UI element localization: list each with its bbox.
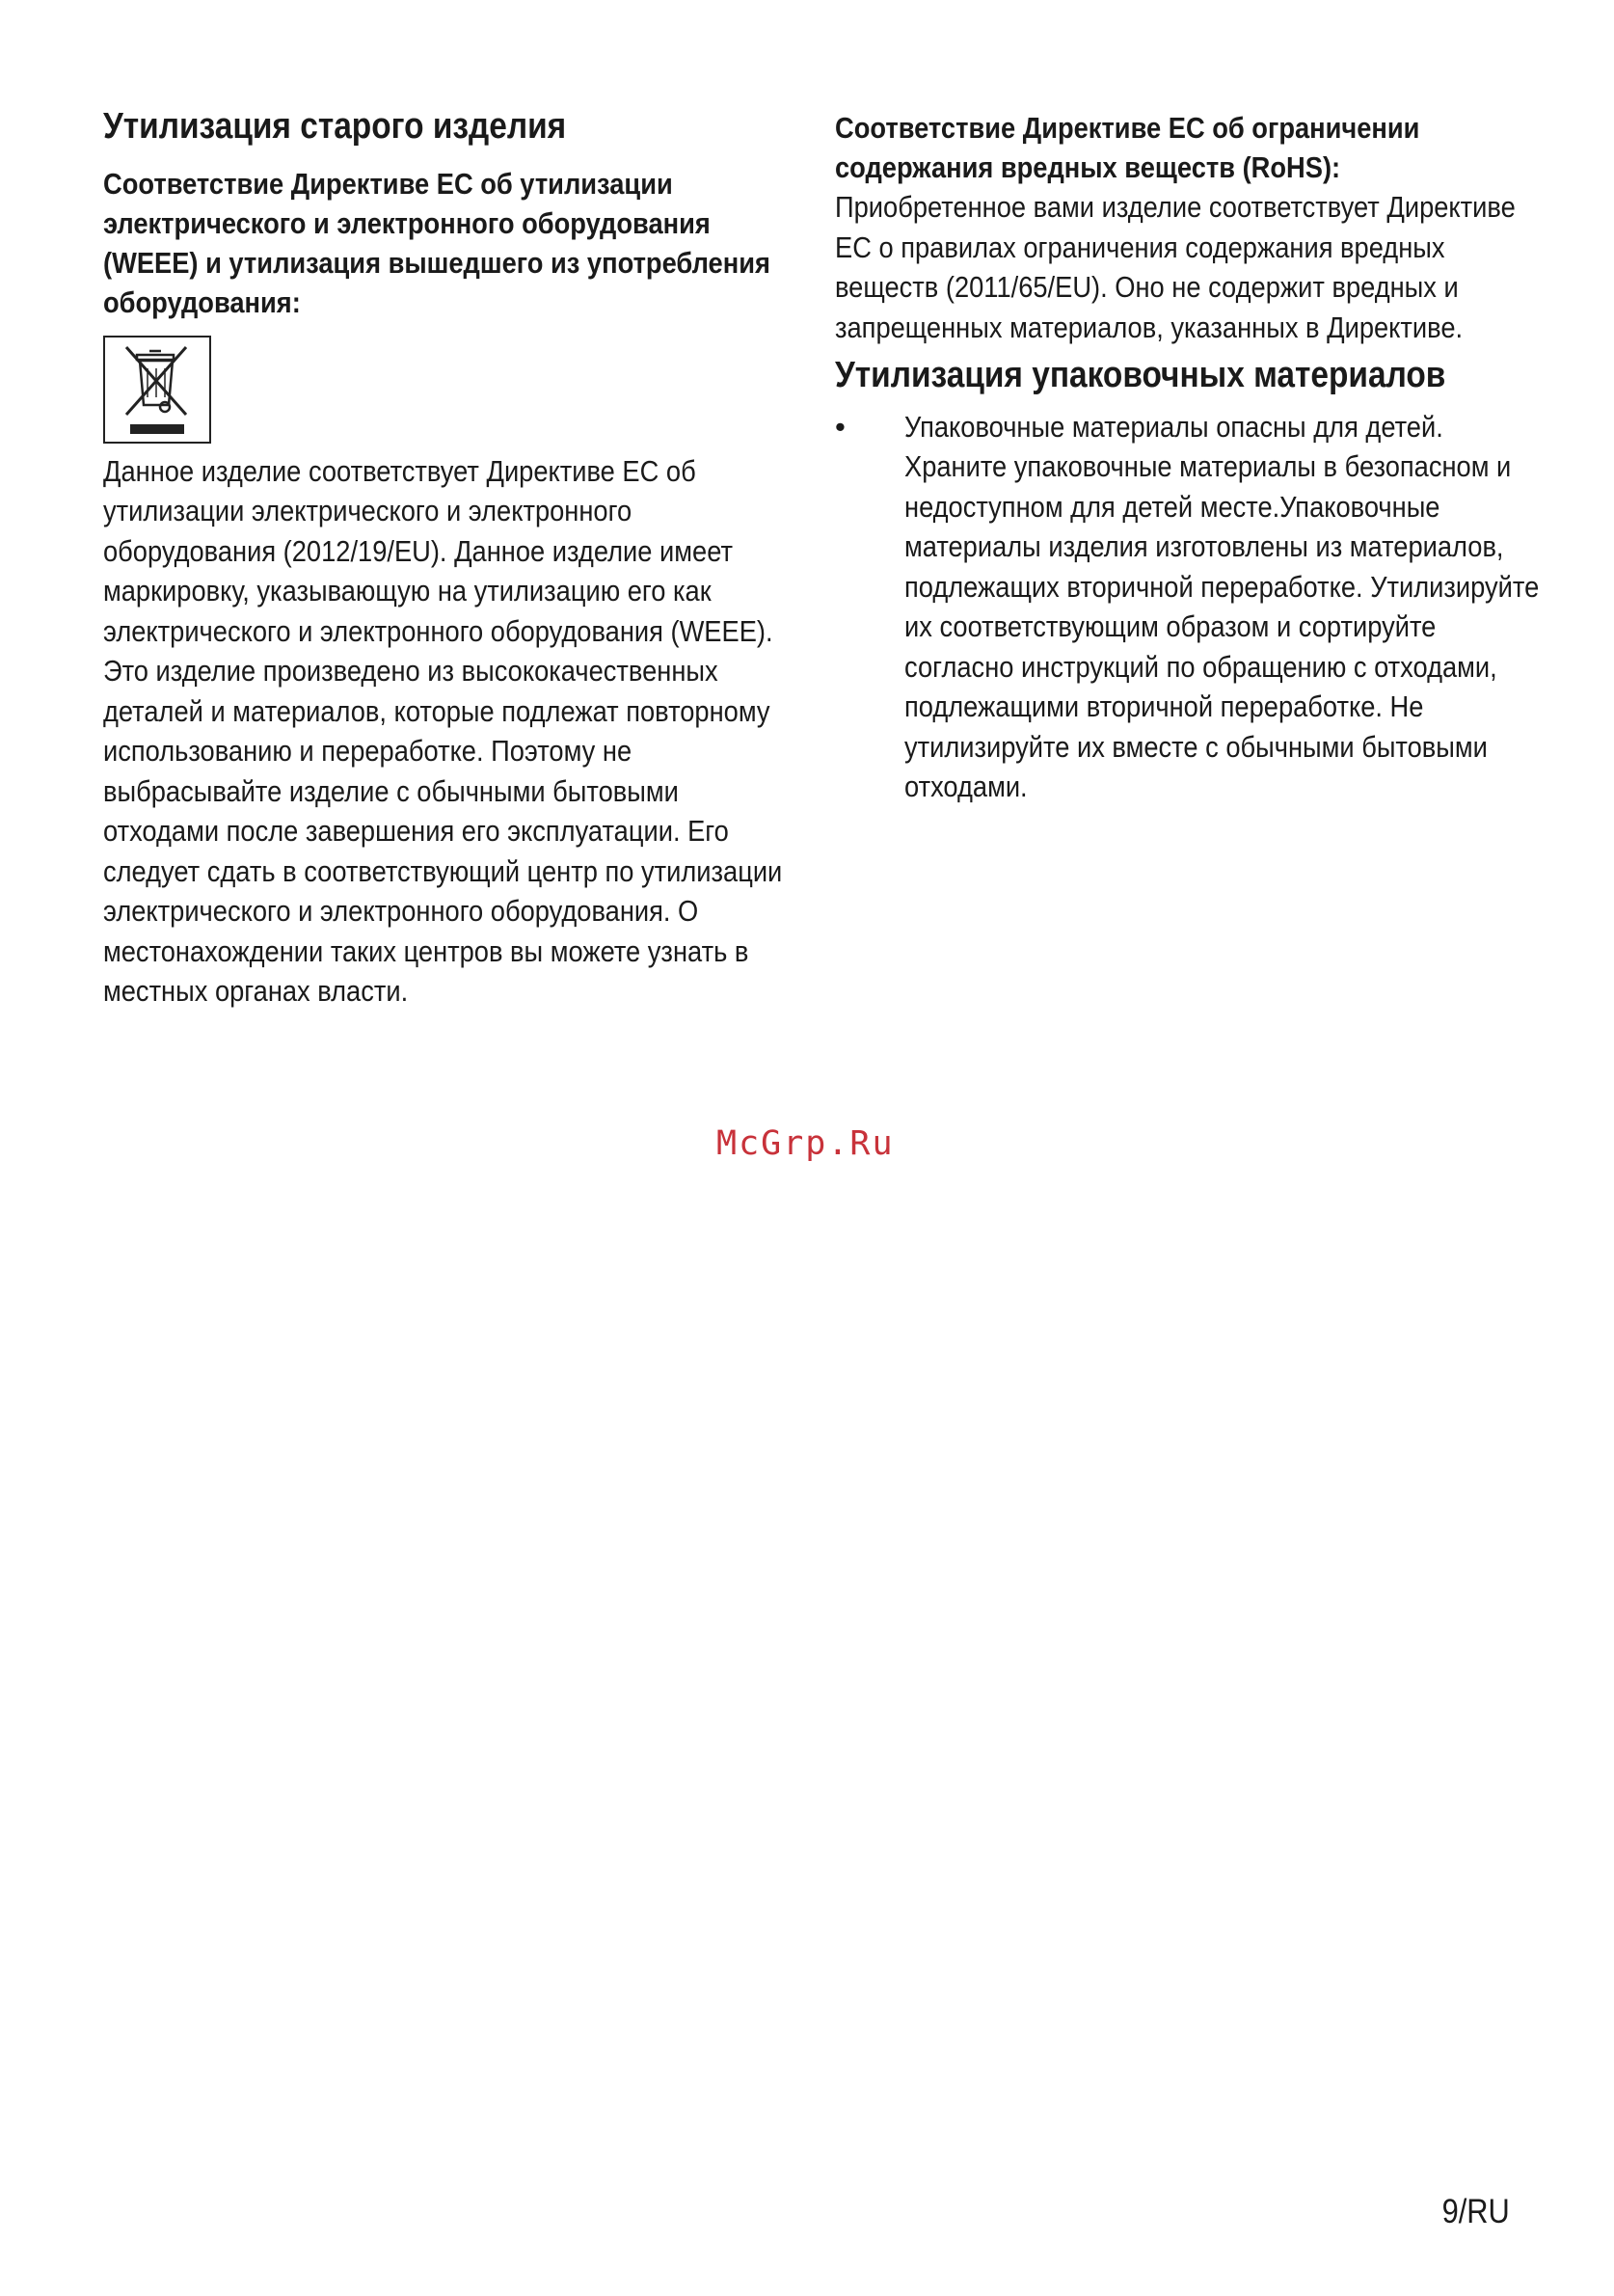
watermark: McGrp.Ru: [716, 1124, 895, 1163]
crossed-out-wheelie-bin-icon: [103, 336, 211, 444]
rohs-subtitle: Соответствие Директиве ЕС об ограничении содержания вредных веществ (RoHS):: [835, 111, 1420, 184]
section-title-disposal: Утилизация старого изделия: [103, 106, 567, 147]
left-column: [103, 104, 797, 1012]
bullet-icon: •: [835, 409, 846, 444]
packaging-paragraph: Упаковочные материалы опасны для детей. Храните упаковочные материалы в безопасном и недоступном для детей месте.Упаковочные материалы изделия изготовлены из материалов, подлежащих вторичной переработке. Утилизируйте их соответствующим образом и сортируйте согласно инструкций по обращению с отходами, подлежащими вторичной переработке. Не утилизируйте их вместе с обычными бытовыми отходами.: [904, 409, 1540, 803]
list-item: [835, 407, 1548, 807]
weee-paragraph: Данное изделие соответствует Директиве ЕС об утилизации электрического и электронного оборудования (2012/19/EU). Данное изделие имеет маркировку, указывающую на утилизацию его как электрического и электронного оборудования (WEEE).: [103, 453, 773, 648]
rohs-paragraph: Приобретенное вами изделие соответствует Директиве ЕС о правилах ограничения содержания вредных веществ (2011/65/EU). Оно не содержит вредных и запрещенных материалов, указанных в Директиве.: [835, 190, 1516, 344]
packaging-bullet-list: [835, 407, 1548, 807]
recycling-paragraph: Это изделие произведено из высококачественных деталей и материалов, которые подлежат повторному использованию и переработке. Поэтому не выбрасывайте изделие с обычными бытовыми отходами после завершения его эксплуатации. Его следует сдать в соответствующий центр по утилизации электрического и электронного оборудования. О местонахождении таких центров вы можете узнать в местных органах власти.: [103, 654, 783, 1008]
section-title-packaging: Утилизация упаковочных материалов: [835, 355, 1446, 395]
right-column: [835, 108, 1548, 807]
page-number: 9/RU: [1441, 2193, 1510, 2230]
weee-subtitle: Соответствие Директиве ЕС об утилизации электрического и электронного оборудования (WEEE) и утилизация вышедшего из употребления оборудования:: [103, 166, 770, 319]
